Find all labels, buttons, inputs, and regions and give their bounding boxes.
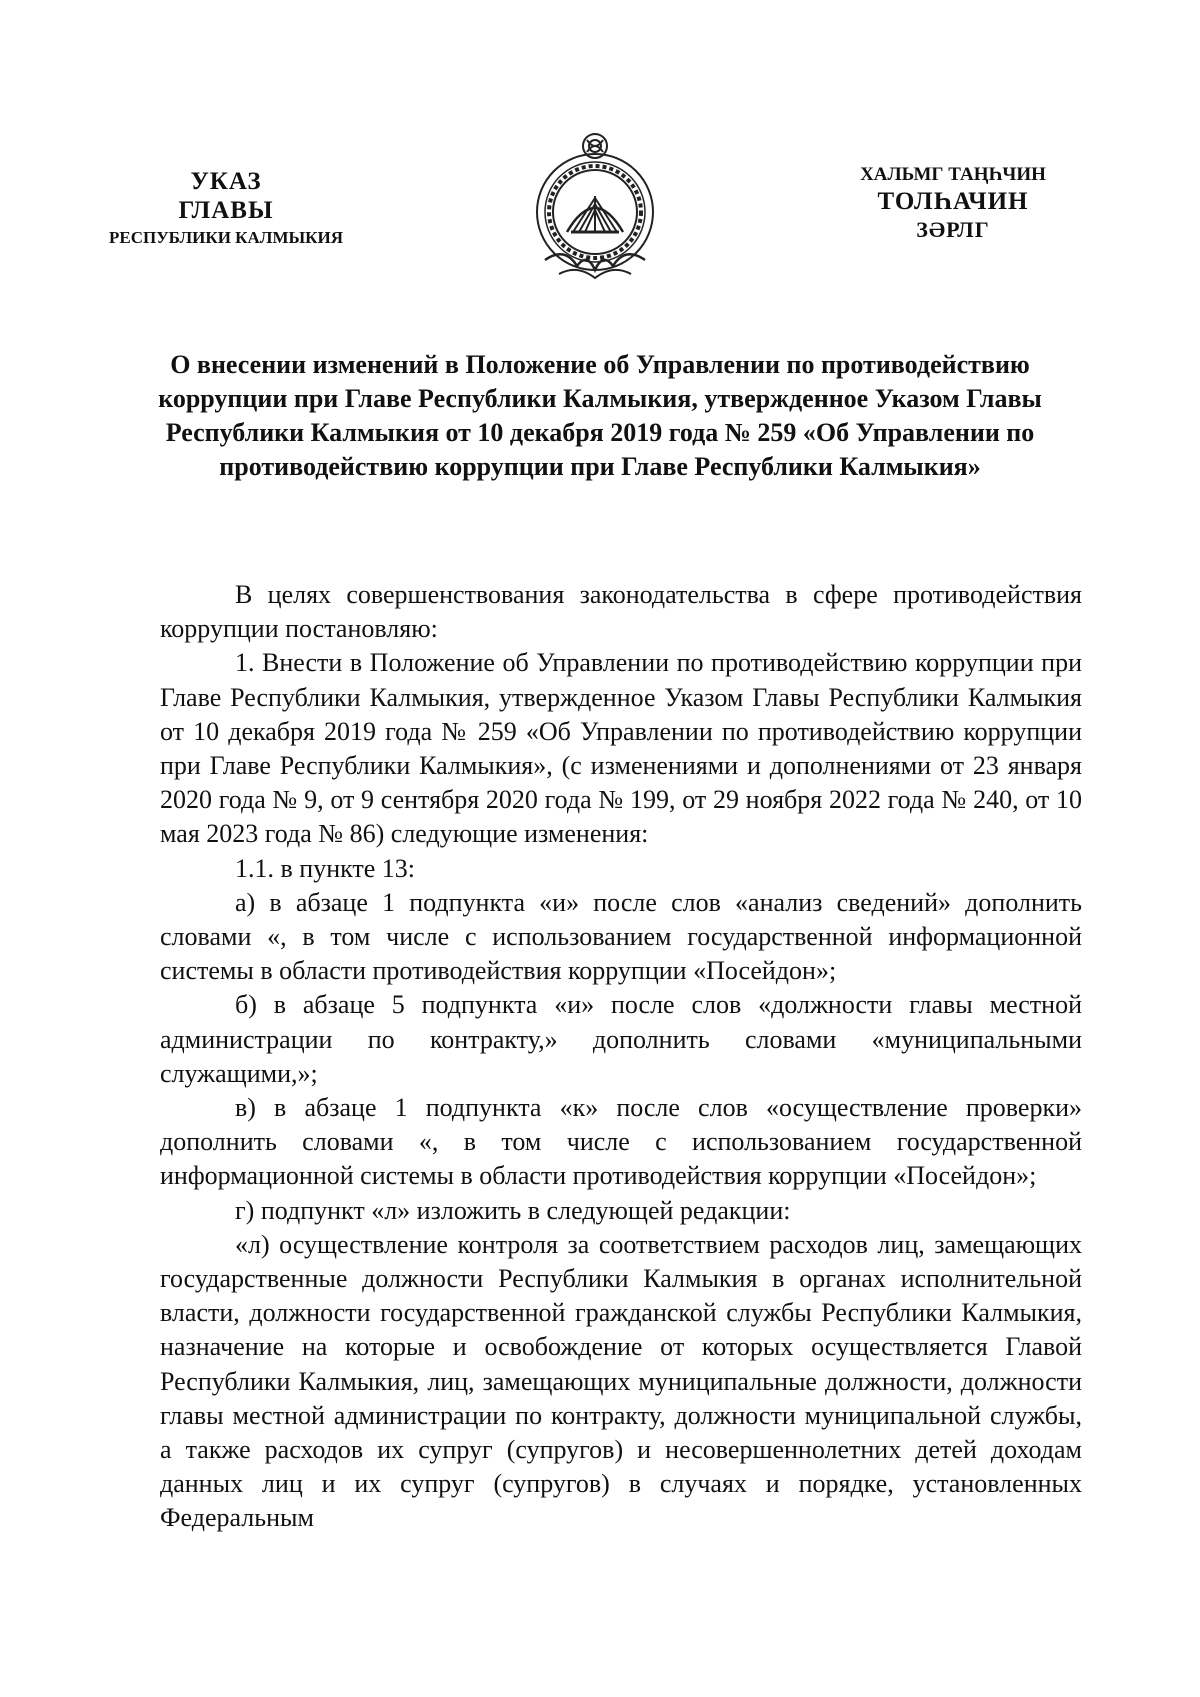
document-body: [160, 578, 1082, 1536]
coat-of-arms-icon: [515, 128, 675, 288]
header-right-line2: ТОЛҺАЧИН: [877, 187, 1029, 215]
paragraph: 1.1. в пункте 13:: [235, 853, 416, 883]
paragraph: а) в абзаце 1 подпункта «и» после слов «анализ сведений» дополнить словами «, в том числе с использованием государственной информационной системы в области противодействия коррупции «Посейдон»;: [160, 887, 1082, 986]
document-title: О внесении изменений в Положение об Управлении по противодействию коррупции при Главе Республики Калмыкия, утвержденное Указом Главы Республики Калмыкия от 10 декабря 2019 года № 259 «Об Управлении по противодействию коррупции при Главе Республики Калмыкия»: [158, 350, 1042, 481]
header-right: [828, 164, 1078, 243]
paragraph: 1. Внести в Положение об Управлении по противодействию коррупции при Главе Республики Калмыкия, утвержденное Указом Главы Республики Калмыкия от 10 декабря 2019 года № 259 «Об Управлении по противодействию коррупции при Главе Республики Калмыкия», (с изменениями и дополнениями от 23 января 2020 года № 9, от 9 сентября 2020 года № 199, от 29 ноября 2022 года № 240, от 10 мая 2023 года № 86) следующие изменения:: [160, 648, 1082, 849]
paragraph: в) в абзаце 1 подпункта «к» после слов «осуществление проверки» дополнить словами «, в том числе с использованием государственной информационной системы в области противодействия коррупции «Посейдон»;: [160, 1093, 1082, 1191]
header-left-line2: ГЛАВЫ: [178, 196, 274, 224]
header-left-line3: РЕСПУБЛИКИ КАЛМЫКИЯ: [108, 227, 344, 247]
paragraph: б) в абзаце 5 подпункта «и» после слов «должности главы местной администрации по контракту,» дополнить словами «муниципальными служащими,»;: [160, 990, 1082, 1088]
paragraph: г) подпункт «л» изложить в следующей редакции:: [235, 1195, 791, 1225]
paragraph: «л) осуществление контроля за соответствием расходов лиц, замещающих государственные должности Республики Калмыкия в органах исполнительной власти, должности государственной гражданской службы Республики Калмыкия, назначение на которые и освобождение от которых осуществляется Главой Республики Калмыкия, лиц, замещающих муниципальные должности, должности главы местной администрации по контракту, должности муниципальной службы, а также расходов их супруг (супругов) и несовершеннолетних детей доходам данных лиц и их супруг (супругов) в случаях и порядке, установленных Федеральным: [160, 1229, 1082, 1533]
header-right-line3: ЗӘРЛГ: [916, 216, 990, 242]
paragraph: В целях совершенствования законодательства в сфере противодействия коррупции постановляю:: [160, 580, 1082, 644]
header-left-line1: УКАЗ: [190, 168, 262, 195]
header-left: [78, 168, 374, 247]
header-right-line1: ХАЛЬМГ ТАҢҺЧИН: [860, 164, 1046, 185]
